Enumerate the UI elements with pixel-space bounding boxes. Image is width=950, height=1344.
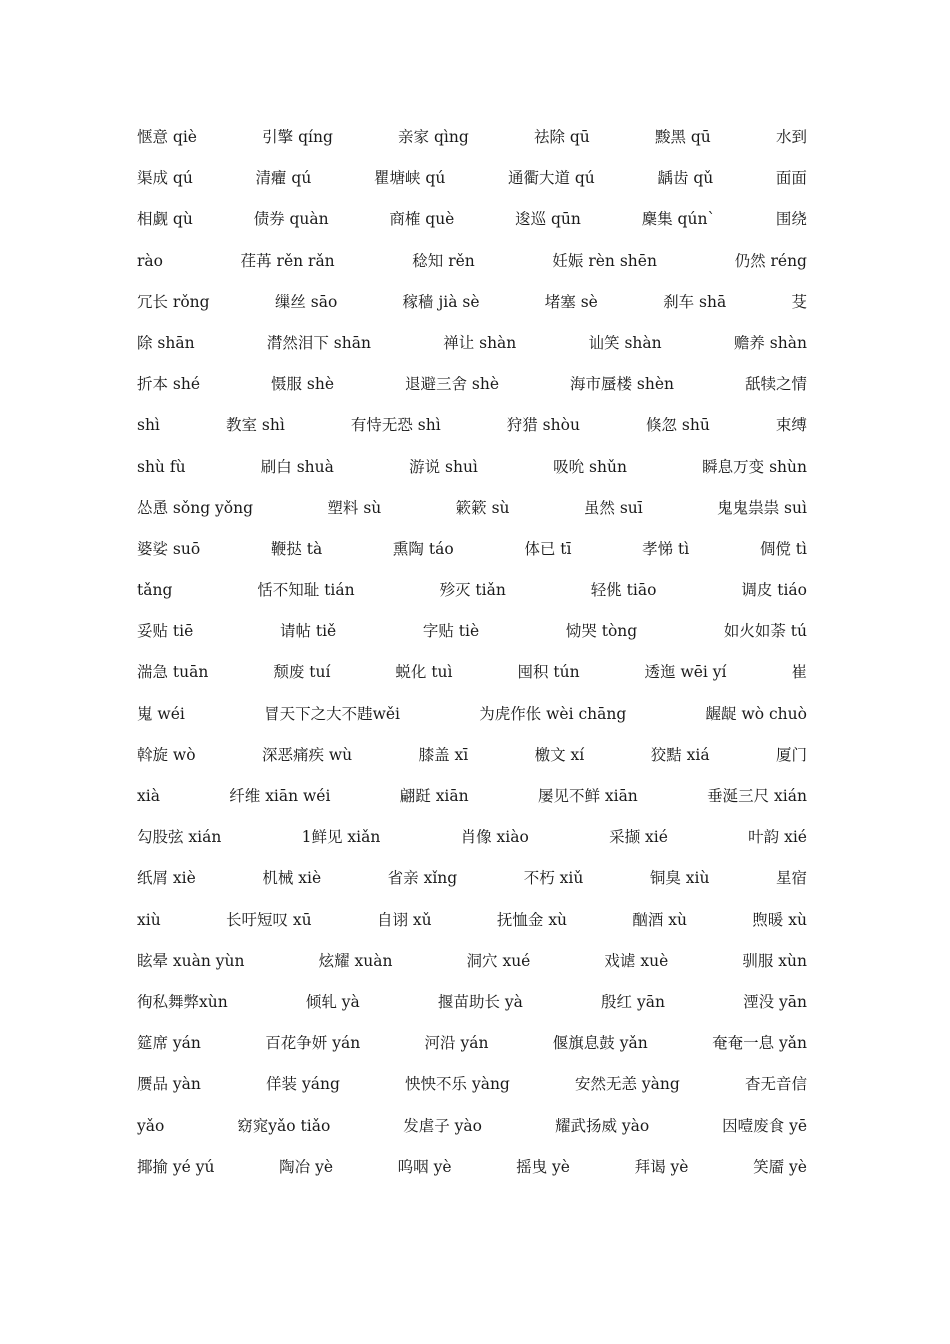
vocab-entry: 勾股弦 xián	[137, 828, 222, 847]
vocab-entry: shù fù	[137, 457, 186, 476]
vocab-entry: 呜咽 yè	[397, 1157, 452, 1176]
vocab-entry: 笑靥 yè	[753, 1157, 807, 1176]
vocab-entry: 堵塞 sè	[544, 292, 598, 311]
vocab-entry: 熏陶 táo	[392, 539, 454, 558]
vocab-entry: 厦门	[775, 745, 807, 764]
vocab-entry: 摇曳 yè	[516, 1157, 570, 1176]
vocab-entry: 簌簌 sù	[455, 498, 510, 517]
vocab-entry: 檄文 xí	[534, 745, 585, 764]
text-line	[137, 165, 807, 206]
vocab-entry: 水到	[775, 128, 807, 146]
vocab-entry: 透迤 wēi yí	[644, 663, 727, 682]
text-line	[137, 248, 807, 289]
text-line	[137, 783, 807, 824]
vocab-entry: 惬意 qiè	[137, 128, 197, 146]
vocab-entry: 渠成 qú	[137, 169, 193, 188]
vocab-entry: 崔	[791, 663, 807, 682]
text-line	[137, 865, 807, 906]
vocab-entry: 狩猎 shòu	[506, 416, 580, 435]
vocab-entry: 奄奄一息 yǎn	[712, 1034, 807, 1053]
vocab-entry: 轻佻 tiāo	[590, 581, 657, 600]
vocab-entry: 陶冶 yè	[279, 1157, 334, 1176]
vocab-entry: 发虐子 yào	[403, 1116, 482, 1135]
vocab-entry: 机械 xiè	[262, 869, 322, 888]
vocab-entry: 煦暖 xù	[752, 910, 807, 929]
vocab-entry: 采撷 xié	[609, 828, 668, 847]
vocab-entry: 筵席 yán	[137, 1034, 201, 1053]
vocab-entry: 垂涎三尺 xián	[707, 787, 807, 805]
vocab-entry: 安然无恙 yàng	[574, 1075, 680, 1094]
text-line	[137, 989, 807, 1030]
vocab-entry: 耀武扬威 yào	[554, 1116, 650, 1135]
vocab-entry: 殷红 yān	[601, 992, 665, 1011]
vocab-entry: 膝盖 xī	[418, 745, 469, 764]
text-line	[137, 742, 807, 783]
vocab-entry: 怂恿 sǒng yǒng	[137, 498, 254, 517]
vocab-entry: 叶韵 xié	[748, 828, 807, 847]
text-line	[137, 577, 807, 618]
vocab-entry: 冗长 rǒng	[137, 292, 210, 311]
text-line	[137, 1071, 807, 1112]
vocab-entry: shì	[137, 416, 160, 435]
vocab-entry: 杳无音信	[744, 1075, 807, 1094]
text-line	[137, 618, 807, 659]
vocab-entry: 屡见不鲜 xiān	[537, 787, 638, 805]
vocab-entry: xiù	[137, 910, 161, 929]
vocab-entry: 翩跹 xiān	[399, 787, 469, 805]
vocab-entry: 纸屑 xiè	[137, 869, 196, 888]
vocab-entry: 酗酒 xù	[632, 910, 687, 929]
vocab-entry: 拜谒 yè	[634, 1157, 689, 1176]
vocab-entry: 芟	[791, 292, 807, 311]
vocab-entry: 瞬息万变 shùn	[702, 457, 807, 476]
vocab-entry: 河沿 yán	[424, 1034, 489, 1053]
vocab-entry: 除 shān	[137, 333, 195, 352]
vocab-entry: 请帖 tiě	[279, 622, 337, 641]
vocab-entry: 婆娑 suō	[137, 539, 201, 558]
vocab-entry: 通衢大道 qú	[507, 169, 595, 188]
text-line	[137, 124, 807, 165]
vocab-entry: 湍急 tuān	[137, 663, 209, 682]
vocab-entry: 佯装 yáng	[266, 1075, 340, 1094]
vocab-entry: 炫耀 xuàn	[318, 951, 393, 970]
vocab-entry: 殄灭 tiǎn	[439, 581, 506, 600]
vocab-entry: 孝悌 tì	[642, 539, 690, 558]
vocab-entry: 潸然泪下 shān	[266, 333, 371, 352]
vocab-entry: 如火如荼 tú	[723, 622, 807, 641]
vocab-entry: 洞穴 xué	[466, 951, 531, 970]
vocab-entry: 怏怏不乐 yàng	[405, 1075, 510, 1094]
vocab-entry: 狡黠 xiá	[650, 745, 710, 764]
vocab-entry: 驯服 xùn	[742, 951, 807, 970]
text-line	[137, 824, 807, 865]
vocab-entry: 纤维 xiān wéi	[229, 787, 331, 805]
vocab-entry: 星宿	[775, 869, 807, 888]
vocab-entry: 教室 shì	[225, 416, 285, 435]
vocab-entry: 徇私舞弊xùn	[137, 992, 228, 1011]
vocab-entry: 缫丝 sāo	[274, 292, 338, 311]
vocab-entry: 麇集 qún`	[641, 210, 716, 229]
vocab-entry: 亲家 qìng	[398, 128, 469, 146]
vocab-entry: 游说 shuì	[409, 457, 478, 476]
vocab-entry: 祛除 qū	[533, 128, 590, 146]
vocab-entry: 倾轧 yà	[305, 992, 360, 1011]
vocab-entry: 妥贴 tiē	[137, 622, 194, 641]
text-line	[137, 701, 807, 742]
text-line	[137, 371, 807, 412]
vocab-entry: 龌龊 wò chuò	[705, 704, 807, 723]
vocab-entry: 蜕化 tuì	[395, 663, 453, 682]
vocab-entry: 揶揄 yé yú	[137, 1157, 215, 1176]
vocab-entry: 自诩 xǔ	[376, 910, 432, 929]
vocab-entry: 束缚	[775, 416, 807, 435]
text-line	[137, 330, 807, 371]
vocab-entry: 折本 shé	[137, 375, 201, 394]
vocab-entry: 塑料 sù	[327, 498, 382, 517]
vocab-entry: 债券 quàn	[253, 210, 329, 229]
vocab-entry: 海市蜃楼 shèn	[570, 375, 675, 394]
vocab-entry: 赝品 yàn	[137, 1075, 201, 1094]
vocab-entry: 戏谑 xuè	[604, 951, 669, 970]
vocab-entry: 稼穑 jià sè	[402, 292, 480, 311]
vocab-entry: 1鲜见 xiǎn	[301, 828, 381, 847]
vocab-entry: 湮没 yān	[743, 992, 807, 1011]
vocab-entry: 清癯 qú	[255, 169, 312, 188]
text-line	[137, 907, 807, 948]
vocab-entry: tǎng	[137, 581, 173, 600]
vocab-entry: 瞿塘峡 qú	[373, 169, 446, 188]
vocab-entry: 龋齿 qǔ	[657, 169, 714, 188]
vocab-entry: 冒天下之大不韪wěi	[264, 704, 400, 723]
vocab-entry: 赡养 shàn	[733, 333, 807, 352]
vocab-entry: 鬼鬼祟祟 suì	[717, 498, 807, 517]
vocab-entry: 抚恤金 xù	[496, 910, 568, 929]
vocab-entry: 因噎废食 yē	[722, 1116, 807, 1135]
vocab-entry: 为虎作伥 wèi chāng	[479, 704, 627, 723]
text-line	[137, 412, 807, 453]
vocab-entry: xià	[137, 787, 160, 805]
vocab-entry: 不朽 xiǔ	[523, 869, 584, 888]
vocab-entry: 铜臭 xiù	[649, 869, 710, 888]
text-line	[137, 948, 807, 989]
vocab-entry: 黢黑 qū	[654, 128, 711, 146]
vocab-entry: 肖像 xiào	[460, 828, 529, 847]
text-line	[137, 659, 807, 700]
vocab-entry: 颓废 tuí	[273, 663, 331, 682]
vocab-entry: 恬不知耻 tián	[257, 581, 355, 600]
vocab-entry: 虽然 suī	[583, 498, 643, 517]
text-line	[137, 495, 807, 536]
vocab-entry: 引擎 qíng	[262, 128, 333, 146]
vocab-entry: 深恶痛疾 wù	[261, 745, 353, 764]
vocab-entry: 斡旋 wò	[137, 745, 196, 764]
text-line	[137, 536, 807, 577]
vocab-entry: 商榷 què	[389, 210, 455, 229]
text-line	[137, 289, 807, 330]
text-line	[137, 1030, 807, 1071]
vocab-entry: 长吁短叹 xū	[225, 910, 312, 929]
vocab-entry: 相觑 qù	[137, 210, 193, 229]
vocab-entry: 仍然 réng	[734, 251, 807, 270]
vocab-entry: 有恃无恐 shì	[350, 416, 441, 435]
vocab-entry: 鞭挞 tà	[270, 539, 323, 558]
vocab-entry: 囤积 tún	[517, 663, 580, 682]
vocab-entry: 吸吮 shǔn	[553, 457, 627, 476]
text-line	[137, 206, 807, 247]
vocab-entry: 恸哭 tòng	[565, 622, 638, 641]
vocab-entry: 窈窕yǎo tiǎo	[237, 1116, 331, 1135]
text-line	[137, 1113, 807, 1154]
vocab-entry: yǎo	[137, 1116, 165, 1135]
vocab-entry: 省亲 xǐng	[387, 869, 458, 888]
vocab-entry: 倏忽 shū	[646, 416, 710, 435]
text-line	[137, 1154, 807, 1195]
vocab-entry: 讪笑 shàn	[588, 333, 662, 352]
vocabulary-list	[137, 124, 807, 1195]
vocab-entry: 稔知 rěn	[412, 251, 475, 270]
vocab-entry: rào	[137, 251, 163, 270]
vocab-entry: 百花争妍 yán	[265, 1034, 361, 1053]
vocab-entry: 妊娠 rèn shēn	[552, 251, 657, 270]
vocab-entry: 眩晕 xuàn yùn	[137, 951, 245, 970]
text-line	[137, 454, 807, 495]
vocab-entry: 刷白 shuà	[260, 457, 334, 476]
vocab-entry: 慑服 shè	[271, 375, 335, 394]
vocab-entry: 围绕	[775, 210, 807, 229]
vocab-entry: 禅让 shàn	[443, 333, 517, 352]
vocab-entry: 偃旗息鼓 yǎn	[552, 1034, 648, 1053]
vocab-entry: 面面	[775, 169, 807, 188]
vocab-entry: 揠苗助长 yà	[437, 992, 523, 1011]
vocab-entry: 体已 tī	[524, 539, 572, 558]
vocab-entry: 逡巡 qūn	[515, 210, 581, 229]
vocab-entry: 调皮 tiáo	[741, 581, 807, 600]
vocab-entry: 倜傥 tì	[759, 539, 807, 558]
vocab-entry: 退避三舍 shè	[405, 375, 500, 394]
vocab-entry: 嵬 wéi	[137, 704, 185, 723]
vocab-entry: 荏苒 rěn rǎn	[240, 251, 335, 270]
vocab-entry: 字贴 tiè	[422, 622, 480, 641]
vocab-entry: 舐犊之情	[744, 375, 807, 394]
vocab-entry: 刹车 shā	[663, 292, 727, 311]
